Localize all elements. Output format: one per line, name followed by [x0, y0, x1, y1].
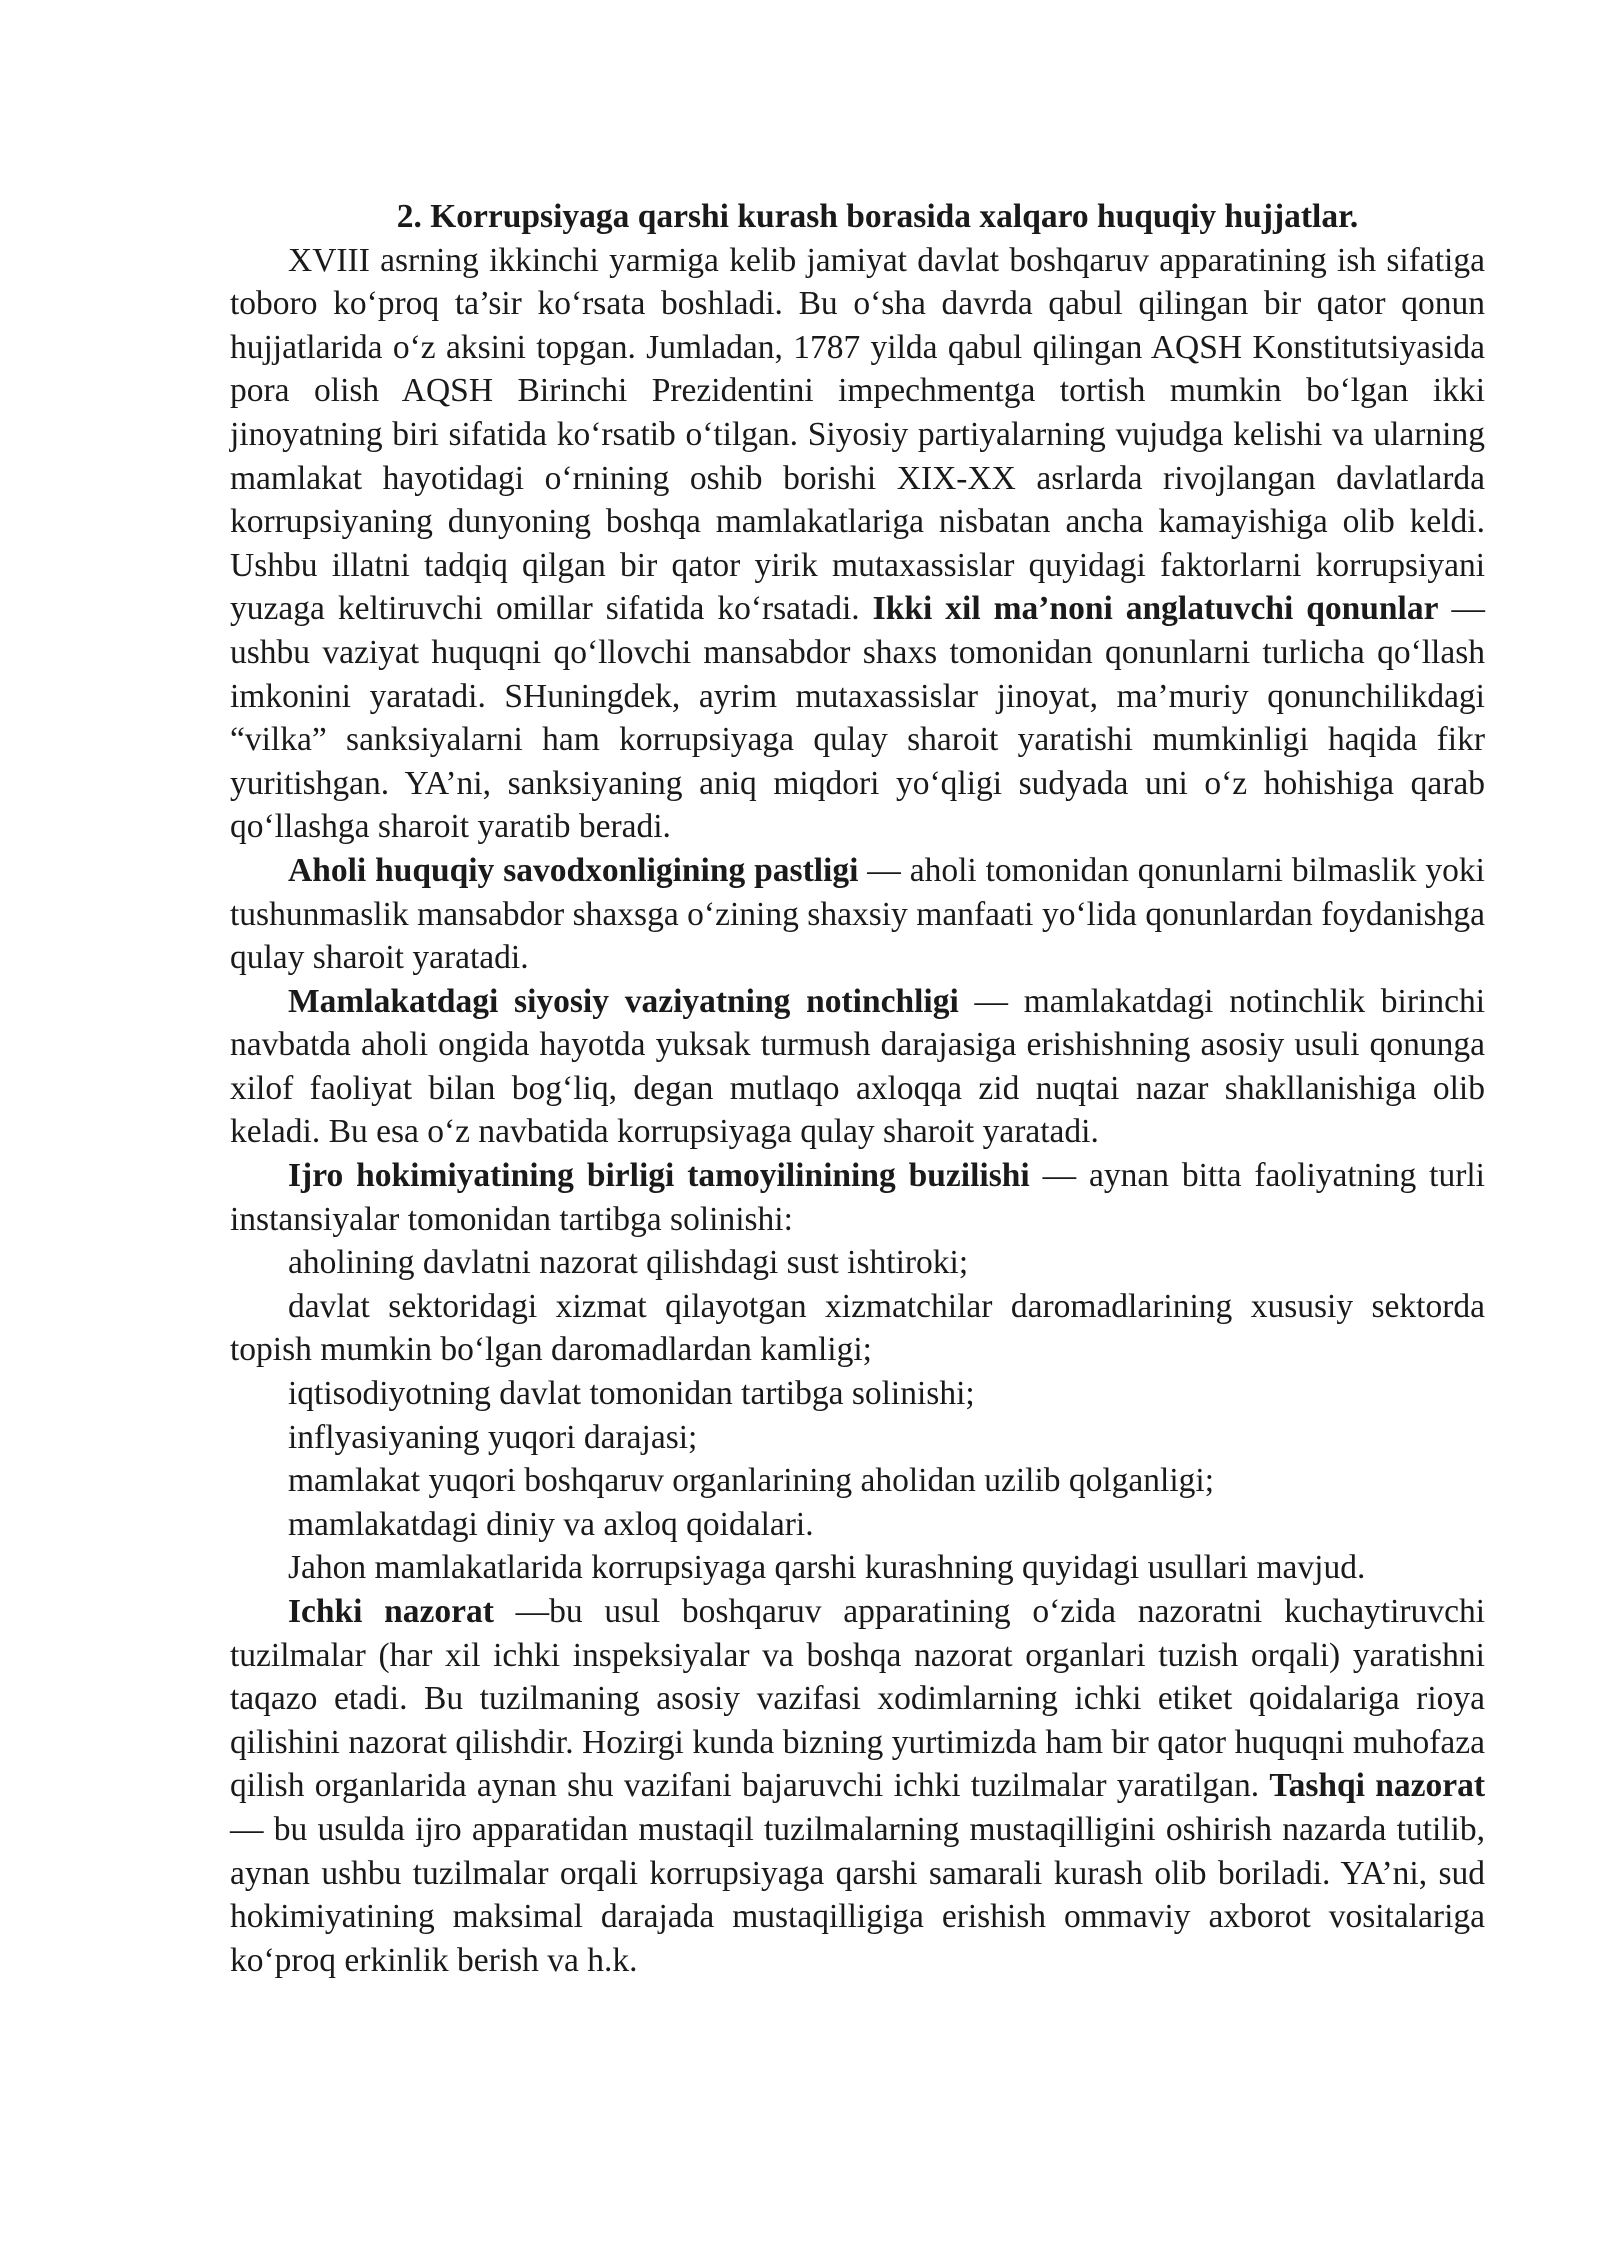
- paragraph-text: aholining davlatni nazorat qilishdagi sust ishtiroki;: [288, 1244, 969, 1282]
- paragraph: [230, 1416, 1485, 1460]
- paragraph-lead-term: Ijro hokimiyatining birligi tamoyilinining buzilishi: [288, 1157, 1030, 1195]
- paragraph: [230, 239, 1485, 849]
- paragraph-text: iqtisodiyotning davlat tomonidan tartibga solinishi;: [288, 1375, 975, 1413]
- paragraph: [230, 1372, 1485, 1416]
- paragraph-text: — mamlakatdagi notinchlik birinchi navbatda aholi ongida hayotda yuksak turmush darajasiga erishishning asosiy usuli qonunga xilof faoliyat bilan bog‘liq, degan mutlaqo axloqqa zid nuqtai nazar shakllanishiga olib keladi. Bu esa o‘z navbatida korrupsiyaga qulay sharoit yaratadi.: [230, 982, 1485, 1151]
- paragraph-term: Ikki xil ma’noni anglatuvchi qonunlar: [872, 590, 1439, 628]
- paragraph-text: — bu usulda ijro apparatidan mustaqil tuzilmalarning mustaqilligini oshirish nazarda tutilib, aynan ushbu tuzilmalar orqali korrupsiyaga qarshi samarali kurash olib boriladi. YA’ni, sud hokimiyatining maksimal darajada mustaqilligiga erishish ommaviy axborot vositalariga ko‘proq erkinlik berish va h.k.: [230, 1810, 1485, 1979]
- paragraph: [230, 1459, 1485, 1503]
- paragraph-text: — ushbu vaziyat huquqni qo‘llovchi mansabdor shaxs tomonidan qonunlarni turlicha qo‘llash imkonini yaratadi. SHuningdek, ayrim mutaxassislar jinoyat, ma’muriy qonunchilikdagi “vilka” sanksiyalarni ham korrupsiyaga qulay sharoit yaratishi mumkinligi haqida fikr yuritishgan. YA’ni, sanksiyaning aniq miqdori yo‘qligi sudyada uni o‘z hohishiga qarab qo‘llashga sharoit yaratib beradi.: [230, 590, 1485, 846]
- paragraph: [230, 1590, 1485, 1982]
- paragraph-term: Tashqi nazorat: [1269, 1767, 1485, 1805]
- paragraph-text: mamlakatdagi diniy va axloq qoidalari.: [288, 1505, 814, 1543]
- paragraph-text: XVIII asrning ikkinchi yarmiga kelib jamiyat davlat boshqaruv apparatining ish sifatiga toboro ko‘proq ta’sir ko‘rsata boshladi. Bu o‘sha davrda qabul qilingan bir qator qonun hujjatlarida o‘z aksini topgan. Jumladan, 1787 yilda qabul qilingan AQSH Konstitutsiyasida pora olish AQSH Birinchi Prezidentini impechmentga tortish mumkin bo‘lgan ikki jinoyatning biri sifatida ko‘rsatib o‘tilgan. Siyosiy partiyalarning vujudga kelishi va ularning mamlakat hayotidagi o‘rnining oshib borishi XIX-XX asrlarda rivojlangan davlatlarda korrupsiyaning dunyoning boshqa mamlakatlariga nisbatan ancha kamayishiga olib keldi. Ushbu illatni tadqiq qilgan bir qator yirik mutaxassislar quyidagi faktorlarni korrupsiyani yuzaga keltiruvchi omillar sifatida ko‘rsatadi.: [230, 241, 1485, 628]
- paragraph-text: —bu usul boshqaruv apparatining o‘zida nazoratni kuchaytiruvchi tuzilmalar (har xil ichki inspeksiyalar va boshqa nazorat organlari tuzish orqali) yaratishni taqazo etadi. Bu tuzilmaning asosiy vazifasi xodimlarning ichki etiket qoidalariga rioya qilishini nazorat qilishdir. Hozirgi kunda bizning yurtimizda ham bir qator huquqni muhofaza qilish organlarida aynan shu vazifani bajaruvchi ichki tuzilmalar yaratilgan.: [230, 1593, 1486, 1805]
- section-title: 2. Korrupsiyaga qarshi kurash borasida xalqaro huquqiy hujjatlar.: [396, 198, 1359, 235]
- paragraph-text: davlat sektoridagi xizmat qilayotgan xizmatchilar daromadlarining xususiy sektorda topish mumkin bo‘lgan daromadlardan kamligi;: [230, 1287, 1485, 1369]
- paragraph-lead-term: Ichki nazorat: [288, 1593, 494, 1630]
- paragraph-lead-term: Aholi huquqiy savodxonligining pastligi: [288, 851, 859, 889]
- paragraph-text: Jahon mamlakatlarida korrupsiyaga qarshi kurashning quyidagi usullari mavjud.: [288, 1549, 1366, 1587]
- paragraph: [230, 1546, 1485, 1590]
- document-page: [230, 195, 1485, 1982]
- paragraph-text: mamlakat yuqori boshqaruv organlarining aholidan uzilib qolganligi;: [288, 1462, 1215, 1500]
- paragraph: [230, 849, 1485, 980]
- paragraph: [230, 1241, 1485, 1285]
- paragraph-text: inflyasiyaning yuqori darajasi;: [288, 1418, 698, 1456]
- paragraph: [230, 1285, 1485, 1372]
- paragraph-text: — aholi tomonidan qonunlarni bilmaslik yoki tushunmaslik mansabdor shaxsga o‘zining shaxsiy manfaati yo‘lida qonunlardan foydanishga qulay sharoit yaratadi.: [230, 851, 1485, 977]
- document-body: [230, 239, 1485, 1983]
- paragraph-lead-term: Mamlakatdagi siyosiy vaziyatning notinchligi: [288, 982, 959, 1020]
- paragraph: [230, 1154, 1485, 1241]
- paragraph: [230, 980, 1485, 1154]
- paragraph: [230, 1503, 1485, 1547]
- paragraph-text: — aynan bitta faoliyatning turli instansiyalar tomonidan tartibga solinishi:: [230, 1157, 1485, 1238]
